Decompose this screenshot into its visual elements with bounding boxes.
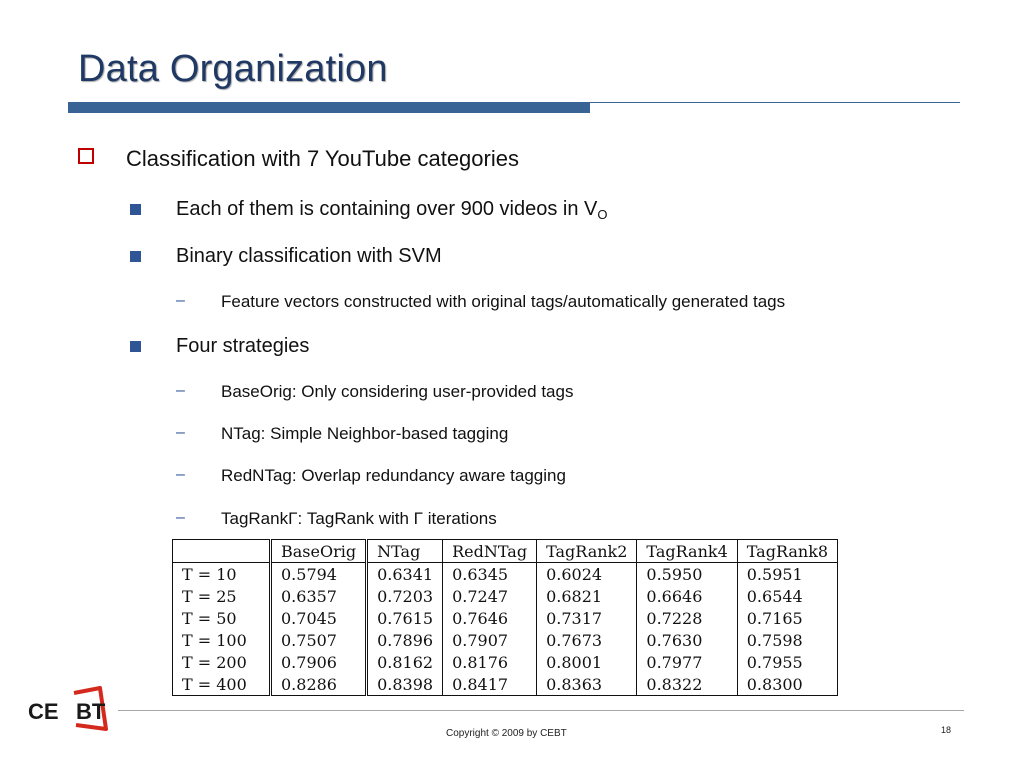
table-cell: 0.7907	[443, 629, 537, 651]
table-cell: 0.7247	[443, 585, 537, 607]
table-cell: 0.7646	[443, 607, 537, 629]
page-number: 18	[941, 725, 952, 735]
table-row	[173, 607, 838, 629]
table-cell: 0.8162	[367, 651, 443, 673]
bullet-feature-vectors: Feature vectors constructed with original tags/automatically generated tags	[221, 292, 786, 311]
table-cell: 0.6024	[537, 563, 637, 586]
table-cell: 0.8001	[537, 651, 637, 673]
table-header-cell: TagRank4	[637, 540, 737, 563]
table-cell: 0.6357	[271, 585, 367, 607]
square-bullet-icon	[130, 251, 141, 262]
table-cell: 0.7228	[637, 607, 737, 629]
table-cell: 0.6821	[537, 585, 637, 607]
table-row	[173, 673, 838, 696]
table-cell: 0.7317	[537, 607, 637, 629]
table-cell: T = 400	[182, 674, 247, 694]
dash-bullet-icon: –	[176, 382, 185, 399]
table-cell: 0.8363	[537, 673, 637, 696]
table-header-cell: TagRank2	[537, 540, 637, 563]
table-header-cell: RedNTag	[443, 540, 537, 563]
dash-bullet-icon: –	[176, 424, 185, 441]
logo-text-bt: BT	[76, 699, 106, 724]
table-row	[173, 585, 838, 607]
hollow-square-bullet-icon	[78, 148, 94, 164]
logo-text-ce: CE	[28, 699, 59, 724]
table-row	[173, 651, 838, 673]
square-bullet-icon	[130, 204, 141, 215]
table-cell: 0.7598	[737, 629, 837, 651]
table-cell: 0.5951	[737, 563, 837, 586]
footer-divider	[118, 710, 964, 711]
dash-bullet-icon: –	[176, 292, 185, 309]
results-table	[172, 539, 838, 696]
title-underline-rule	[590, 102, 960, 103]
dash-bullet-icon: –	[176, 509, 185, 526]
table-cell: 0.7165	[737, 607, 837, 629]
square-bullet-icon	[130, 341, 141, 352]
title-underline-bar	[68, 102, 590, 113]
table-cell: 0.7203	[367, 585, 443, 607]
table-cell: 0.8300	[737, 673, 837, 696]
table-cell: 0.7955	[737, 651, 837, 673]
table-header-cell	[173, 540, 271, 563]
table-cell: 0.8176	[443, 651, 537, 673]
table-cell: T = 50	[182, 608, 237, 628]
table-cell: 0.5794	[271, 563, 367, 586]
copyright-text: Copyright © 2009 by CEBT	[446, 728, 567, 739]
table-cell: 0.6341	[367, 563, 443, 586]
table-header-row	[173, 540, 838, 563]
bullet-binary-classification: Binary classification with SVM	[176, 245, 442, 267]
bullet-each-of-them	[176, 198, 607, 222]
bullet-redntag: RedNTag: Overlap redundancy aware tagging	[221, 466, 566, 485]
table-cell: T = 100	[182, 630, 247, 650]
table-cell: 0.8286	[271, 673, 367, 696]
table-cell: 0.8322	[637, 673, 737, 696]
table-cell: 0.6345	[443, 563, 537, 586]
table-row	[173, 563, 838, 586]
subscript-o: O	[597, 207, 608, 222]
table-cell: 0.7977	[637, 651, 737, 673]
table-row	[173, 629, 838, 651]
table-header-cell: NTag	[367, 540, 443, 563]
table-cell: 0.7507	[271, 629, 367, 651]
table-cell: 0.6544	[737, 585, 837, 607]
table-cell: 0.5950	[637, 563, 737, 586]
table-header-cell: BaseOrig	[271, 540, 367, 563]
bullet-each-text: Each of them is containing over 900 videos in V	[176, 198, 598, 220]
bullet-four-strategies: Four strategies	[176, 335, 310, 357]
table-cell: 0.6646	[637, 585, 737, 607]
table-cell: 0.7673	[537, 629, 637, 651]
table-cell: 0.7630	[637, 629, 737, 651]
bullet-tagrank: TagRankΓ: TagRank with Γ iterations	[221, 509, 497, 528]
cebt-logo-icon	[26, 685, 116, 735]
table-cell: 0.7906	[271, 651, 367, 673]
bullet-classification: Classification with 7 YouTube categories	[126, 146, 519, 171]
dash-bullet-icon: –	[176, 466, 185, 483]
bullet-baseorig: BaseOrig: Only considering user-provided tags	[221, 382, 574, 401]
table-cell: 0.8417	[443, 673, 537, 696]
table-cell: 0.7045	[271, 607, 367, 629]
bullet-ntag: NTag: Simple Neighbor-based tagging	[221, 424, 509, 443]
table-header-cell: TagRank8	[737, 540, 837, 563]
slide-title: Data Organization	[78, 48, 388, 90]
table-cell: T = 10	[182, 564, 237, 584]
table-cell: 0.8398	[367, 673, 443, 696]
table-cell: T = 25	[182, 586, 237, 606]
table-cell: 0.7615	[367, 607, 443, 629]
table-cell: 0.7896	[367, 629, 443, 651]
table-cell: T = 200	[182, 652, 247, 672]
